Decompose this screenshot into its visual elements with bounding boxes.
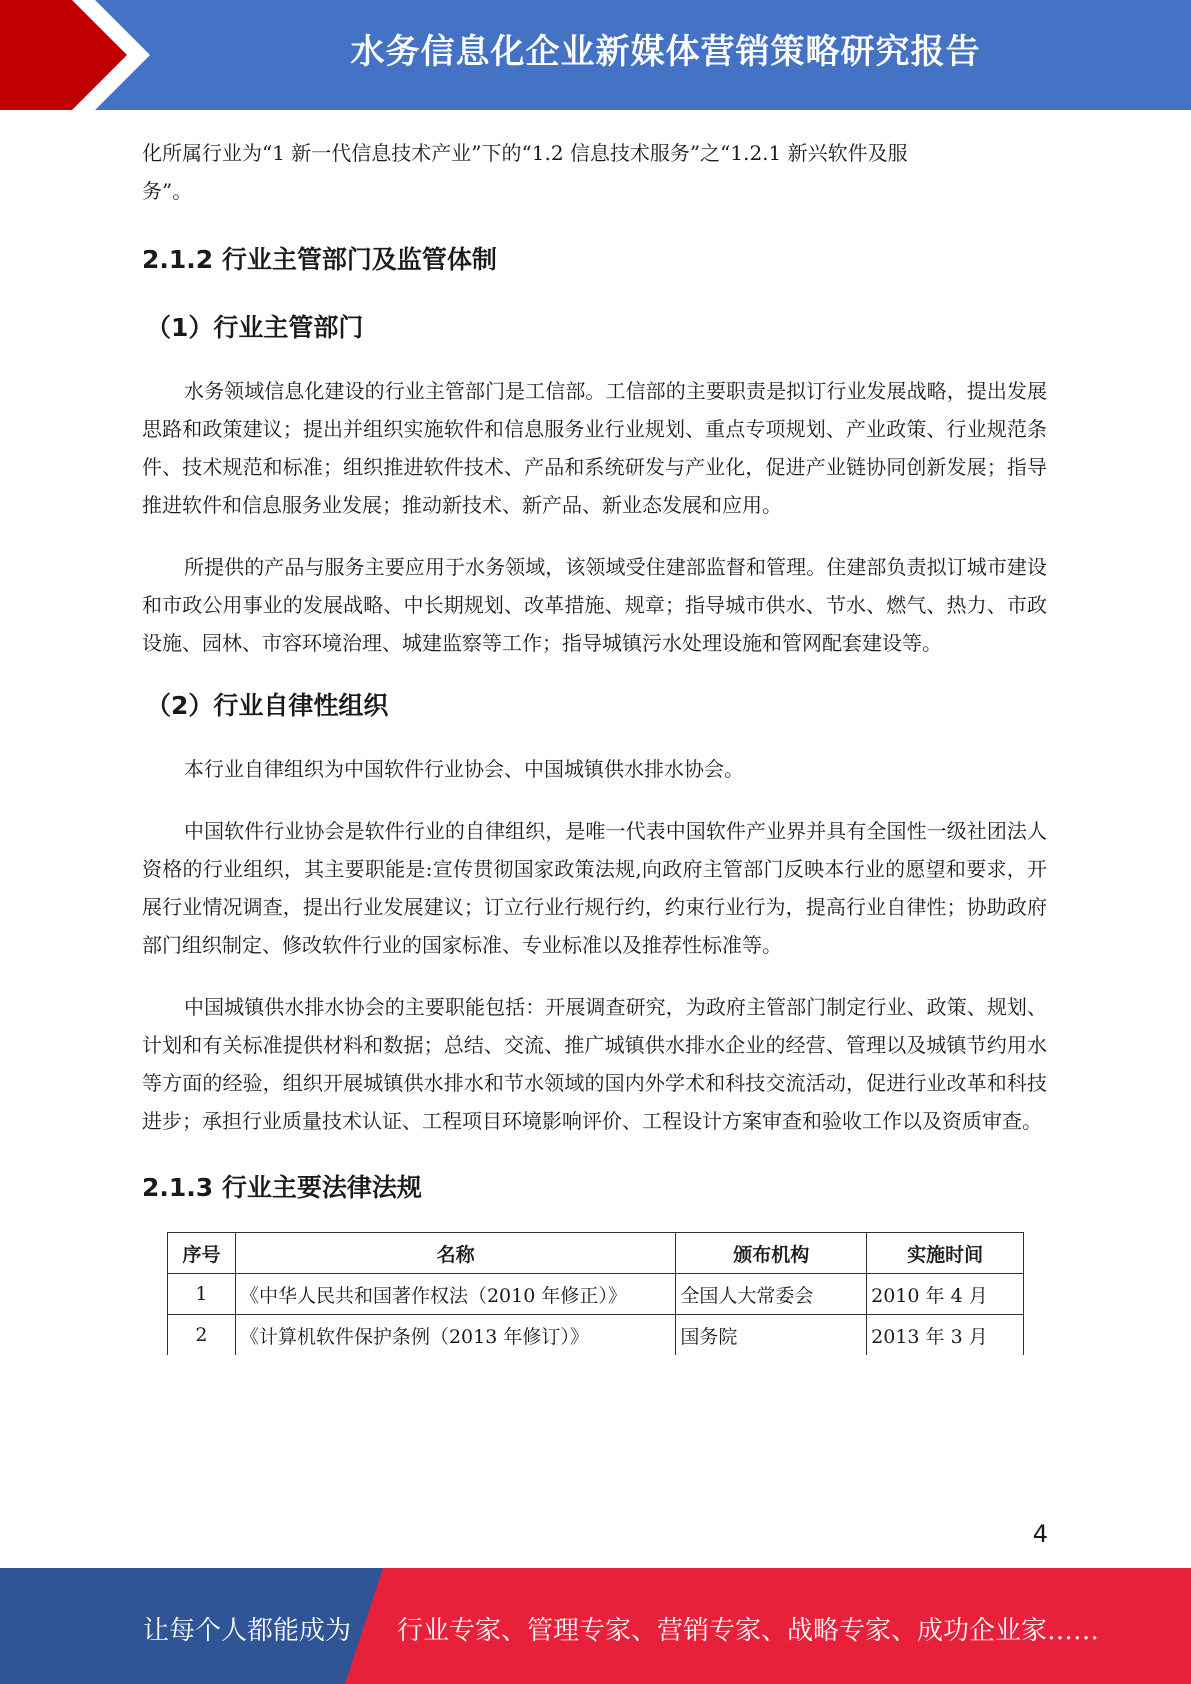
document-title: 水务信息化企业新媒体营销策略研究报告 [350, 32, 981, 72]
paragraph-regulator: 水务领域信息化建设的行业主管部门是工信部。工信部的主要职责是拟订行业发展战略，提出发展思路和政策建议；提出并组织实施软件和信息服务业行业规划、重点专项规划、产业政策、行业规范条件、技术规范和标准；组织推进软件技术、产品和系统研发与产业化，促进产业链协同创新发展；指导推进软件和信息服务业发展；推动新技术、新产品、新业态发展和应用。 [142, 379, 1047, 517]
paragraph-water-association: 中国城镇供水排水协会的主要职能包括：开展调查研究，为政府主管部门制定行业、政策、规划、计划和有关标准提供材料和数据；总结、交流、推广城镇供水排水企业的经营、管理以及城镇节约用水等方面的经验，组织开展城镇供水排水和节水领域的国内外学术和科技交流活动，促进行业改革和科技进步；承担行业质量技术认证、工程项目环境影响评价、工程设计方案审查和验收工作以及资质审查。 [142, 995, 1047, 1133]
paragraph-housing-ministry: 所提供的产品与服务主要应用于水务领域，该领域受住建部监督和管理。住建部负责拟订城市建设和市政公用事业的发展战略、中长期规划、改革措施、规章；指导城市供水、节水、燃气、热力、市政设施、园林、市容环境治理、城建监察等工作；指导城镇污水处理设施和管网配套建设等。 [142, 555, 1047, 655]
intro-line-1: 化所属行业为“1 新一代信息技术产业”下的“1.2 信息技术服务”之“1.2.1 新兴软件及服 [142, 141, 908, 165]
page-header [0, 0, 1191, 110]
laws-table [167, 1232, 1024, 1355]
table-row [168, 1274, 1024, 1315]
table-cell: 国务院 [676, 1315, 867, 1356]
table-cell: 2013 年 3 月 [867, 1315, 1024, 1356]
paragraph-self-regulatory: 本行业自律组织为中国软件行业协会、中国城镇供水排水协会。 [184, 757, 744, 781]
page-number: 4 [1032, 1520, 1048, 1548]
footer-slogan-right: 行业专家、管理专家、营销专家、战略专家、成功企业家…… [397, 1616, 1100, 1646]
page-content [142, 134, 1047, 1355]
footer-slogan-left: 让每个人都能成为 [143, 1616, 352, 1646]
table-header-cell: 名称 [235, 1233, 675, 1274]
table-header-cell: 颁布机构 [676, 1233, 867, 1274]
table-cell: 全国人大常委会 [676, 1274, 867, 1315]
subsection-heading-1: （1）行业主管部门 [146, 313, 364, 342]
subsection-heading-2: （2）行业自律性组织 [146, 691, 389, 720]
table-cell: 2 [168, 1315, 236, 1356]
table-cell: 1 [168, 1274, 236, 1315]
table-cell: 《计算机软件保护条例（2013 年修订）》 [235, 1315, 675, 1356]
page-footer [0, 1568, 1191, 1684]
table-header-row [168, 1233, 1024, 1274]
section-heading-2-1-3: 2.1.3 行业主要法律法规 [142, 1173, 422, 1202]
table-header-cell: 实施时间 [867, 1233, 1024, 1274]
paragraph-software-association: 中国软件行业协会是软件行业的自律组织，是唯一代表中国软件产业界并具有全国性一级社团法人资格的行业组织，其主要职能是:宣传贯彻国家政策法规,向政府主管部门反映本行业的愿望和要求，开展行业情况调查，提出行业发展建议；订立行业行规行约，约束行业行为，提高行业自律性；协助政府部门组织制定、修改软件行业的国家标准、专业标准以及推荐性标准等。 [142, 819, 1047, 957]
section-heading-2-1-2: 2.1.2 行业主管部门及监管体制 [142, 245, 497, 274]
intro-line-2: 务”。 [142, 179, 193, 203]
table-row [168, 1315, 1024, 1356]
table-header-cell: 序号 [168, 1233, 236, 1274]
table-cell: 2010 年 4 月 [867, 1274, 1024, 1315]
table-cell: 《中华人民共和国著作权法（2010 年修正）》 [235, 1274, 675, 1315]
